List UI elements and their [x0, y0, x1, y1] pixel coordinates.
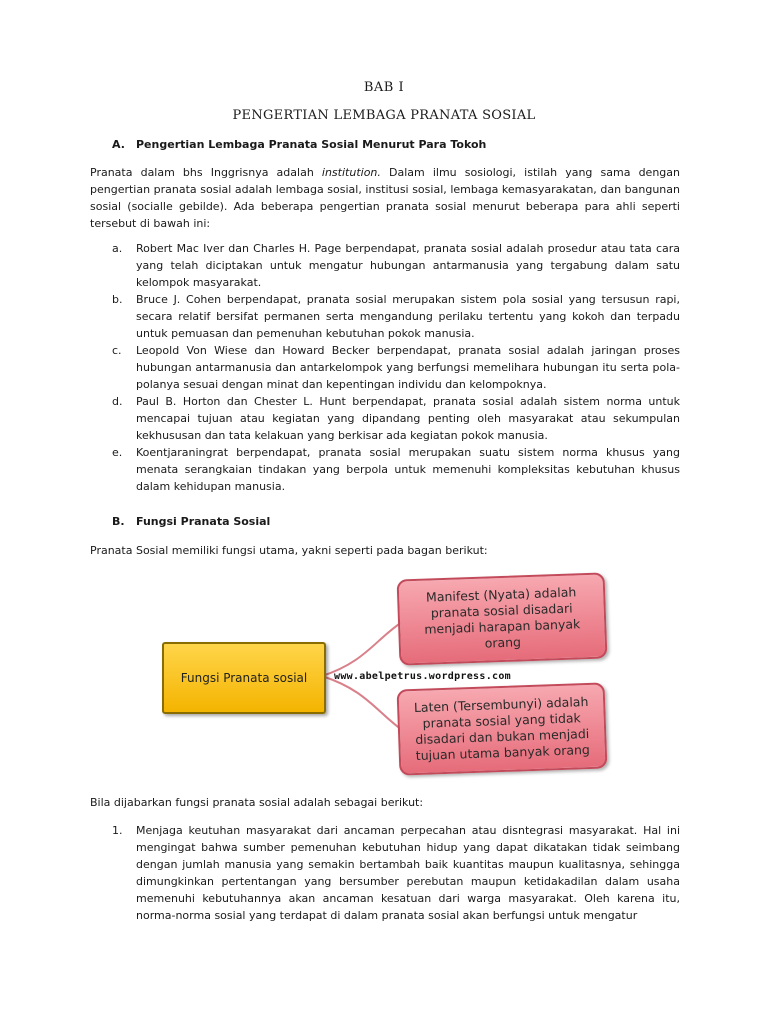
section-b-heading: Fungsi Pranata Sosial [136, 515, 271, 528]
list-item [90, 393, 680, 444]
list-item-label: b. [112, 293, 123, 306]
diagram-laten-box: Laten (Tersembunyi) adalah pranata sosial yang tidak disadari dan bukan menjadi tujuan utama banyak orang [397, 682, 608, 775]
diagram-intro: Pranata Sosial memiliki fungsi utama, yakni seperti pada bagan berikut: [90, 544, 488, 557]
intro-text-after: Dalam ilmu sosiologi, istilah yang sama dengan pengertian pranata sosial adalah lembaga sosial, institusi sosial, lembaga kemasyarakatan, dan bangunan sosial (socialle gebilde). Ada beberapa pengertian pranata sosial menurut beberapa para ahli seperti tersebut di bawah ini: [90, 166, 680, 230]
section-a-label: A. [112, 138, 125, 151]
list-item [90, 240, 680, 291]
list-item-text: Bruce J. Cohen berpendapat, pranata sosial merupakan sistem pola sosial yang tersusun rapi, secara relatif bersifat permanen serta mengandung perilaku tertentu yang kokoh dan terpadu untuk pemuasan dan pemenuhan kebutuhan pokok manusia. [136, 293, 680, 340]
list-item-label: d. [112, 395, 123, 408]
list-item-label: 1. [112, 824, 123, 837]
chapter-label: BAB I [363, 80, 405, 95]
list-item [90, 444, 680, 495]
document-title: PENGERTIAN LEMBAGA PRANATA SOSIAL [232, 108, 536, 123]
function-diagram [150, 570, 620, 780]
watermark-url: www.abelpetrus.wordpress.com [334, 671, 511, 682]
list-item-text: Menjaga keutuhan masyarakat dari ancaman perpecahan atau disntegrasi masyarakat. Hal ini mengingat bahwa sumber pemenuhan kebutuhan hidup yang dapat dikatakan tidak seimbang dengan jumlah manusia yang semakin bertambah baik kuantitas maupun kualitasnya, sehingga dimungkinkan pertentangan yang bersumber perebutan maupun ketidakadilan dalam usaha memenuhi kebutuhannya akan ancaman kesatuan dari warga masyarakat. Oleh karena itu, norma-norma sosial yang terdapat di dalam pranata sosial akan berfungsi untuk mengatur [136, 824, 680, 922]
list-item-text: Paul B. Horton dan Chester L. Hunt berpendapat, pranata sosial adalah sistem norma untuk mencapai tujuan atau kegiatan yang dipandang penting oleh masyarakat atau sekumpulan kekhususan dan tata kelakuan yang berkisar ada kegiatan pokok manusia. [136, 395, 680, 442]
list-item [90, 291, 680, 342]
list-item-text: Robert Mac Iver dan Charles H. Page berpendapat, pranata sosial adalah prosedur atau tata cara yang telah diciptakan untuk mengatur hubungan antarmanusia yang tergabung dalam satu kelompok masyarakat. [136, 242, 680, 289]
diagram-main-box: Fungsi Pranata sosial [162, 642, 326, 714]
list-item-label: a. [112, 242, 123, 255]
list-item-text: Leopold Von Wiese dan Howard Becker berpendapat, pranata sosial adalah jaringan proses hubungan antarmanusia dan antarkelompok yang berfungsi memelihara hubungan itu serta pola-polanya sesuai dengan minat dan kepentingan individu dan kelompoknya. [136, 344, 680, 391]
intro-text-before: Pranata dalam bhs Inggrisnya adalah [90, 166, 322, 179]
functions-list [90, 822, 680, 924]
definitions-list [90, 240, 680, 495]
list-item [90, 342, 680, 393]
list-item-label: c. [112, 344, 122, 357]
list-item-label: e. [112, 446, 123, 459]
intro-text-italic: institution. [321, 166, 381, 179]
section-b-label: B. [112, 515, 125, 528]
list-item-text: Koentjaraningrat berpendapat, pranata sosial merupakan suatu sistem norma khusus yang menata serangkaian tindakan yang berpola untuk memenuhi kompleksitas kebutuhan khusus dalam kehidupan manusia. [136, 446, 680, 493]
intro-paragraph [90, 164, 680, 232]
functions-intro: Bila dijabarkan fungsi pranata sosial adalah sebagai berikut: [90, 796, 424, 809]
diagram-manifest-box: Manifest (Nyata) adalah pranata sosial disadari menjadi harapan banyak orang [397, 572, 608, 665]
list-item [90, 822, 680, 924]
section-a-heading: Pengertian Lembaga Pranata Sosial Menurut Para Tokoh [136, 138, 487, 151]
